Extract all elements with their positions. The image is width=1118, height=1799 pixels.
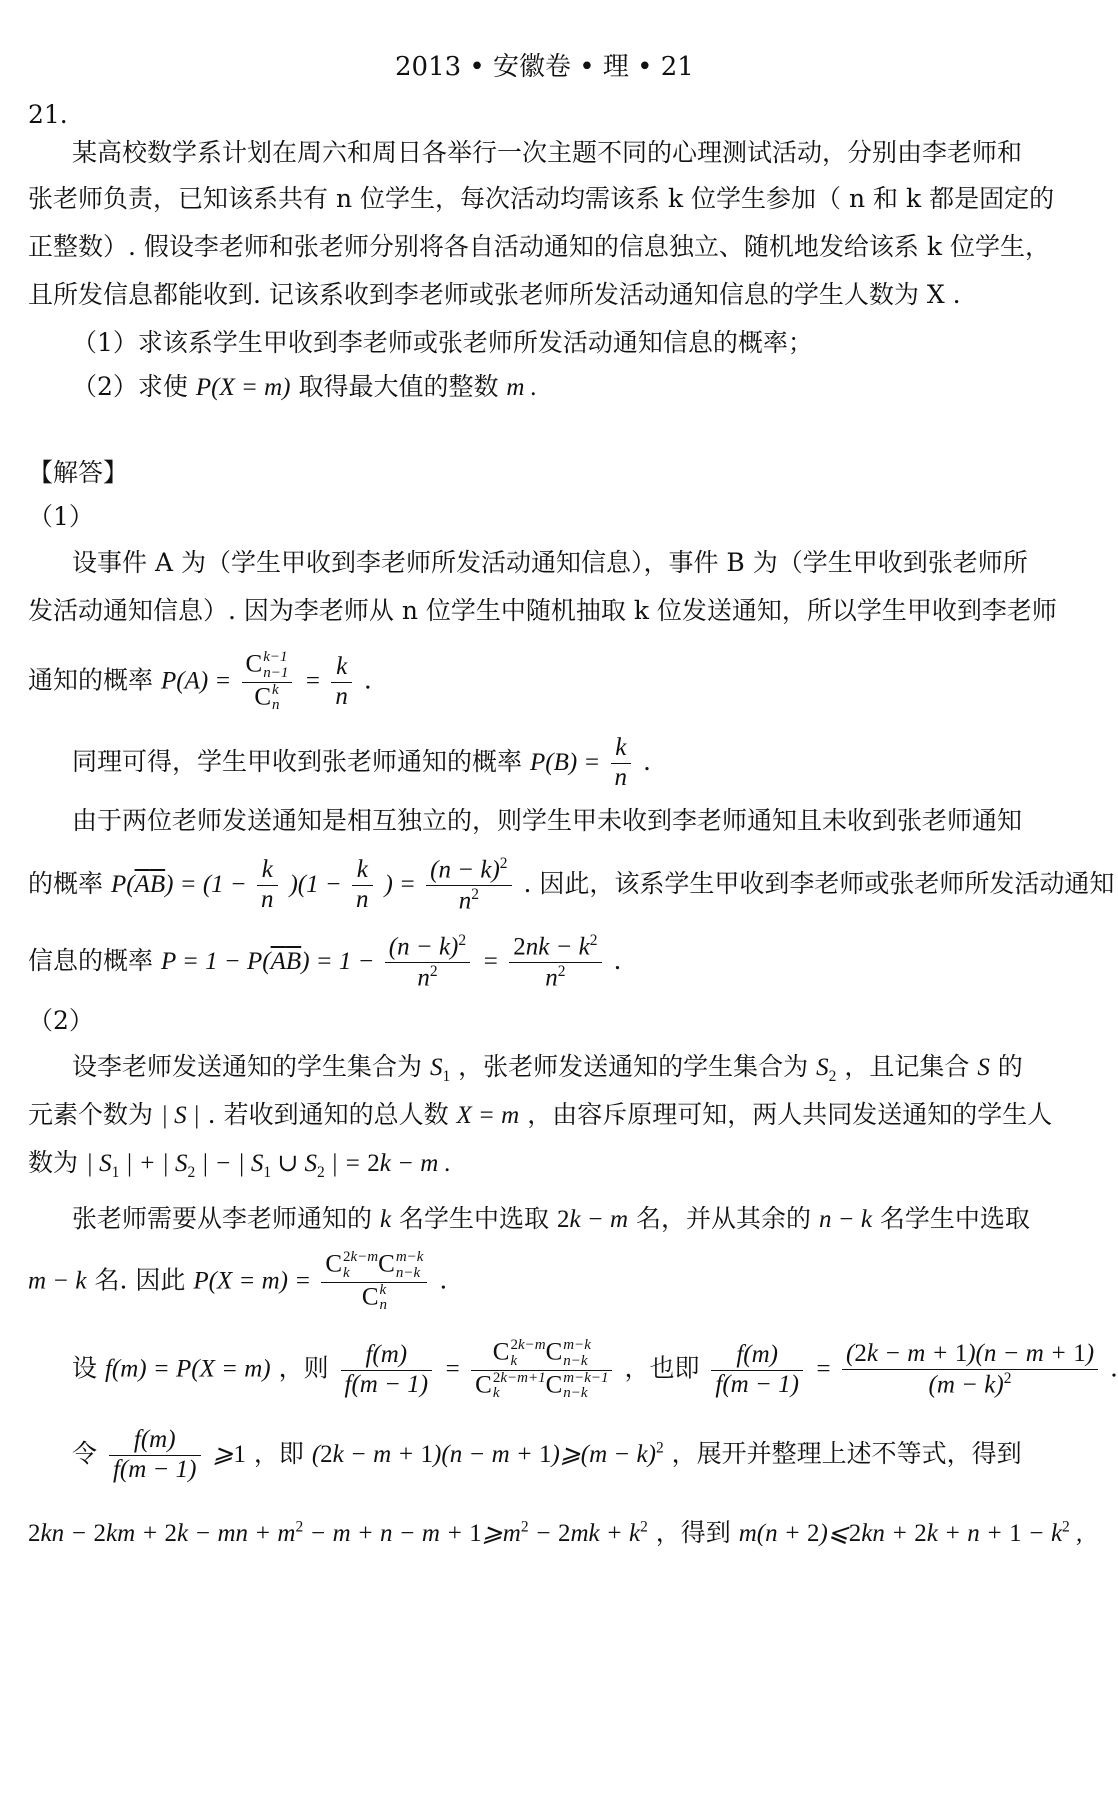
part-2-line-1: 设李老师发送通知的学生集合为 $S_1$ ，张老师发送通知的学生集合为 $S_2$ ，且记集合 S 的 xyxy=(72,1052,1023,1085)
part-2-line-8: 2kn − 2km + 2k − mn + $m^2 - m + n - m$ + $1⩾m^2 - 2mk + k^2$ ，得到 m(n + 2)⩽2kn + $2k + n + 1 - k^2$ , xyxy=(28,1518,1083,1547)
part-2-line-7: 令 $\frac{f(m)}{f(m - 1)}$ ⩾1 ，即 (2k − m + 1)(n − m + 1)⩾(m − k)$^2$ ，展开并整理上述不等式，得到 xyxy=(72,1426,1022,1483)
question-2: （2）求使 P(X = m) 取得最大值的整数 m . xyxy=(72,372,537,401)
part-2-label: （2） xyxy=(28,1006,94,1035)
part-1-line-5: 由于两位老师发送通知是相互独立的，则学生甲未收到李老师通知且未收到张老师通知 xyxy=(72,806,1023,835)
part-1-line-2: 发活动通知信息）. 因为李老师从 n 位学生中随机抽取 k 位发送通知，所以学生甲收到李老师 xyxy=(28,596,1057,625)
part-1-line-7: 信息的概率 $P = 1 - P(\overline{A}\overline{B}) = 1$ − $\frac{(n - k)^2}{n^2}$ = $\frac{2nk - k^2}{n^2}$ . xyxy=(28,932,622,992)
part-1-line-6: 的概率 $P(\overline{A}\overline{B}) = (1$ − $\frac{k}{n}$ )(1 − $\frac{k}{n}$ ) = $\frac{(n - k)^2}{n^2}$ . 因此，该系学生甲收到李老师或张老师所发活动通知 xyxy=(28,855,1115,915)
part-2-line-6: 设 f(m) = P(X = m) ，则 $\frac{f(m)}{f(m - 1)}$ = C 2k−m k C m−k n−k C 2k−m+1 k C m−k−1 n−k ，也即 $\frac{f(m)}{f(m - 1)}$ = $\frac{(2k - m + 1)(n - m + 1)}{(m - k)^2}$ . xyxy=(72,1337,1118,1402)
part-1-line-1: 设事件 A 为（学生甲收到李老师所发活动通知信息），事件 B 为（学生甲收到张老师所 xyxy=(72,548,1028,577)
part-2-line-2: 元素个数为 | S | . 若收到通知的总人数 X = m ，由容斥原理可知，两人共同发送通知的学生人 xyxy=(28,1100,1053,1129)
question-1: （1）求该系学生甲收到李老师或张老师所发活动通知信息的概率； xyxy=(72,328,813,357)
problem-text-line-2: 张老师负责，已知该系共有 n 位学生，每次活动均需该系 k 位学生参加（ n 和 k 都是固定的 xyxy=(28,184,1055,213)
problem-text-line-3: 正整数）. 假设李老师和张老师分别将各自活动通知的信息独立、随机地发给该系 k 位学生， xyxy=(28,232,1050,261)
part-2-line-4: 张老师需要从李老师通知的 k 名学生中选取 2k − m 名，并从其余的 n − k 名学生中选取 xyxy=(72,1204,1030,1233)
fraction-pb: $\frac{k}{n}$ xyxy=(611,734,632,793)
part-1-line-4: 同理可得，学生甲收到张老师通知的概率 P(B) = $\frac{k}{n}$ . xyxy=(72,734,651,791)
solution-heading: 【解答】 xyxy=(28,458,129,487)
part-1-line-3: 通知的概率 P(A) = C k−1 n−1 C k n = $\frac{k}{n}$ . xyxy=(28,649,372,714)
fraction-pa: C k−1 n−1 C k n xyxy=(242,650,293,714)
problem-text-line-1: 某高校数学系计划在周六和周日各举行一次主题不同的心理测试活动，分别由李老师和 xyxy=(72,138,1023,167)
problem-number: 21. xyxy=(28,100,68,129)
part-1-label: （1） xyxy=(28,502,94,531)
part-2-line-5: m − k 名. 因此 P(X = m) = C 2k−m k C m−k n−k C k n . xyxy=(28,1249,448,1314)
problem-text-line-4: 且所发信息都能收到. 记该系收到李老师或张老师所发活动通知信息的学生人数为 X . xyxy=(28,280,961,309)
part-2-line-3: 数为 | $S_1$ | + | $S_2$ | − | $S_1$ ∪ $S_2$ | = 2k − m . xyxy=(28,1148,451,1181)
page-title: 2013 • 安徽卷 • 理 • 21 xyxy=(395,52,694,82)
fraction-k-over-n: $\frac{k}{n}$ xyxy=(331,653,352,712)
